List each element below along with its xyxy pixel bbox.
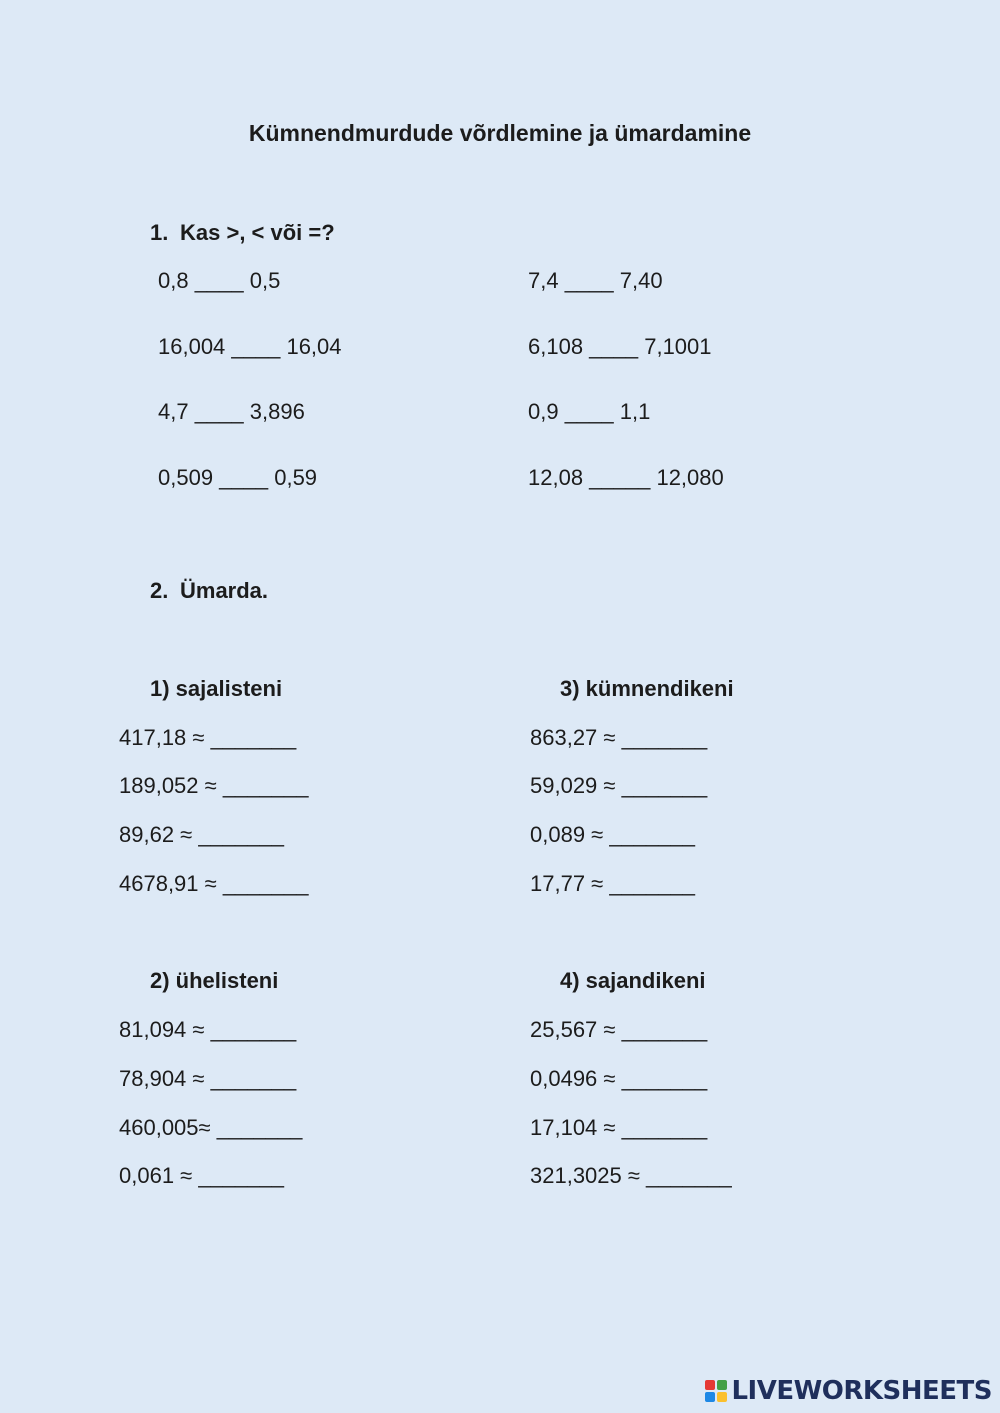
group-title-sajandikeni: 4) sajandikeni (560, 968, 706, 993)
compare-item: 4,7 ____ 3,896 (158, 399, 305, 424)
liveworksheets-logo-icon (705, 1380, 727, 1402)
group-title-kumnendikeni: 3) kümnendikeni (560, 676, 734, 701)
task2-heading (150, 578, 268, 604)
rounding-item: 460,005≈ _______ (119, 1115, 303, 1140)
task2-label: Ümarda. (180, 578, 269, 603)
page-title: Kümnendmurdude võrdlemine ja ümardamine (248, 120, 752, 146)
logo-square-red (705, 1380, 715, 1390)
rounding-item: 0,061 ≈ _______ (119, 1163, 284, 1188)
rounding-item: 0,089 ≈ _______ (530, 822, 695, 847)
rounding-item: 863,27 ≈ _______ (530, 725, 708, 750)
compare-item: 7,4 ____ 7,40 (528, 268, 663, 293)
rounding-item: 81,094 ≈ _______ (119, 1017, 297, 1042)
rounding-item: 17,77 ≈ _______ (530, 871, 695, 896)
compare-item: 6,108 ____ 7,1001 (528, 334, 712, 359)
rounding-item: 4678,91 ≈ _______ (119, 871, 309, 896)
logo-square-yellow (717, 1392, 727, 1402)
task1-heading (150, 220, 335, 246)
logo-square-green (717, 1380, 727, 1390)
logo-text: LIVEWORKSHEETS (731, 1376, 992, 1406)
compare-item: 12,08 _____ 12,080 (528, 465, 724, 490)
rounding-item: 25,567 ≈ _______ (530, 1017, 708, 1042)
rounding-item: 17,104 ≈ _______ (530, 1115, 708, 1140)
compare-item: 16,004 ____ 16,04 (158, 334, 342, 359)
rounding-item: 89,62 ≈ _______ (119, 822, 284, 847)
task1-number: 1. (150, 220, 169, 245)
rounding-item: 417,18 ≈ _______ (119, 725, 297, 750)
task2-number: 2. (150, 578, 169, 603)
group-title-sajalisteni: 1) sajalisteni (150, 676, 283, 701)
rounding-item: 78,904 ≈ _______ (119, 1066, 297, 1091)
liveworksheets-logo[interactable] (705, 1376, 992, 1406)
rounding-item: 189,052 ≈ _______ (119, 773, 309, 798)
rounding-item: 0,0496 ≈ _______ (530, 1066, 708, 1091)
compare-item: 0,8 ____ 0,5 (158, 268, 281, 293)
rounding-item: 321,3025 ≈ _______ (530, 1163, 732, 1188)
group-title-uhelisteni: 2) ühelisteni (150, 968, 279, 993)
compare-item: 0,509 ____ 0,59 (158, 465, 318, 490)
logo-square-blue (705, 1392, 715, 1402)
rounding-item: 59,029 ≈ _______ (530, 773, 708, 798)
compare-item: 0,9 ____ 1,1 (528, 399, 651, 424)
task1-label: Kas >, < või =? (180, 220, 335, 245)
